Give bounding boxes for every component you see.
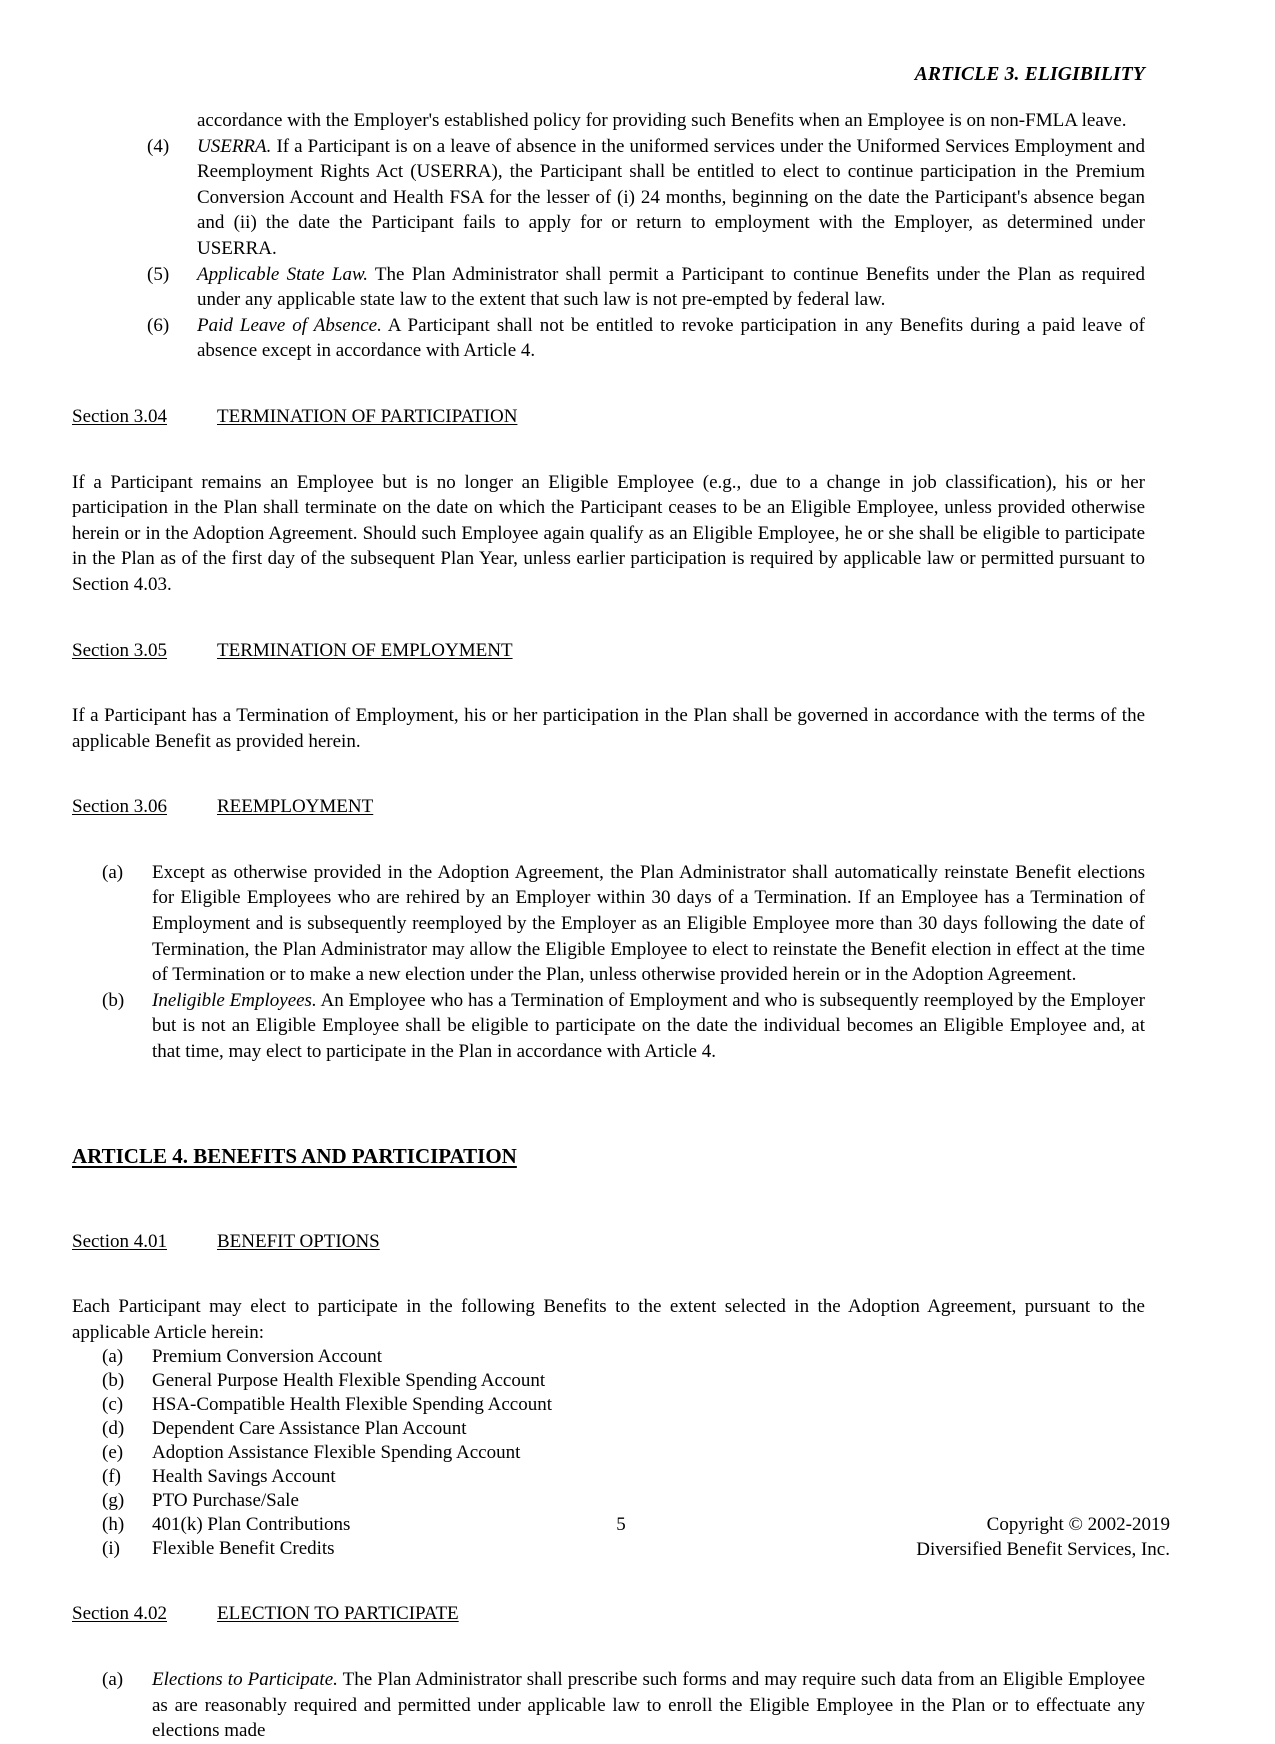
list-item-lead: USERRA. xyxy=(197,135,272,157)
list-item-body: A Participant shall not be entitled to revoke participation in any Benefits during a paid leave of absence except in accordance with Article 4. xyxy=(197,314,1145,362)
benefit-option-label: Adoption Assistance Flexible Spending Account xyxy=(152,1442,521,1464)
spacer xyxy=(72,1627,1145,1667)
section-number: Section 3.05 xyxy=(72,639,167,661)
benefit-option-label: General Purpose Health Flexible Spending Account xyxy=(152,1370,546,1392)
list-item xyxy=(72,134,1145,262)
section-3-05-paragraph: If a Participant has a Termination of Employment, his or her participation in the Plan shall be governed in accordance with the terms of the applicable Benefit as provided herein. xyxy=(72,705,1145,752)
spacer xyxy=(72,1169,1145,1229)
article-4-heading: ARTICLE 4. BENEFITS AND PARTICIPATION xyxy=(72,1143,517,1168)
page-number: 5 xyxy=(616,1514,626,1535)
list-item xyxy=(72,262,1145,313)
list-marker: (i) xyxy=(102,1538,120,1560)
list-marker: (b) xyxy=(102,1370,125,1392)
benefit-option-item xyxy=(72,1465,1145,1489)
section-4-01-intro: Each Participant may elect to participate in the following Benefits to the extent selected in the Adoption Agreement, pursuant to the applicable Article herein: xyxy=(72,1296,1145,1343)
section-title: TERMINATION OF PARTICIPATION xyxy=(217,405,518,427)
benefit-option-item xyxy=(72,1417,1145,1441)
copyright-line-1: Copyright © 2002-2019 xyxy=(986,1514,1170,1535)
list-item-text xyxy=(197,313,1145,364)
list-item-text xyxy=(152,988,1145,1065)
list-marker: (h) xyxy=(102,1514,125,1536)
section-heading-4-02 xyxy=(72,1601,1145,1627)
section-number: Section 4.01 xyxy=(72,1230,167,1252)
benefit-option-label: Flexible Benefit Credits xyxy=(152,1538,335,1560)
list-item-body: The Plan Administrator shall permit a Participant to continue Benefits under the Plan as required under any applicable state law to the extent that such law is not pre-empted by federal law. xyxy=(197,263,1145,311)
spacer xyxy=(72,820,1145,860)
spacer xyxy=(72,1254,1145,1294)
list-item-body: An Employee who has a Termination of Employment and who is subsequently reemployed by the Employer but is not an Eligible Employee shall be eligible to participate on the date the individual becomes an Eligible Employee and, at that time, may elect to participate in the Plan in accordance with Article 4. xyxy=(152,989,1145,1063)
list-marker: (a) xyxy=(102,1346,124,1368)
list-marker: (a) xyxy=(102,1669,124,1690)
benefit-option-item xyxy=(72,1393,1145,1417)
list-marker: (6) xyxy=(147,314,170,336)
list-item-lead: Paid Leave of Absence. xyxy=(197,314,382,336)
benefit-option-label: PTO Purchase/Sale xyxy=(152,1490,299,1512)
list-marker: (d) xyxy=(102,1418,125,1440)
document-body xyxy=(72,108,1145,1744)
list-item-text xyxy=(197,134,1145,262)
list-marker: (c) xyxy=(102,1394,124,1416)
benefit-option-item xyxy=(72,1369,1145,1393)
spacer xyxy=(72,364,1145,404)
list-item xyxy=(72,988,1145,1065)
section-3-04-paragraph: If a Participant remains an Employee but is no longer an Eligible Employee (e.g., due to a change in job classification), his or her participation in the Plan shall terminate on the date on which the Participant ceases to be an Eligible Employee, unless provided otherwise herein or in the Adoption Agreement. Should such Employee again qualify as an Eligible Employee, he or she shall be eligible to participate in the Plan as of the first day of the subsequent Plan Year, unless earlier participation is required by applicable law or permitted pursuant to Section 4.03. xyxy=(72,471,1145,595)
benefit-option-label: 401(k) Plan Contributions xyxy=(152,1514,351,1536)
list-marker: (e) xyxy=(102,1442,124,1464)
list-item-lead: Applicable State Law. xyxy=(197,263,368,285)
section-title: BENEFIT OPTIONS xyxy=(217,1230,380,1252)
list-item xyxy=(72,1667,1145,1744)
benefit-option-label: Health Savings Account xyxy=(152,1466,336,1488)
list-item-body: The Plan Administrator shall prescribe such forms and may require such data from an Eligible Employee as are reasonably required and permitted under applicable law to enroll the Eligible Employee in the Plan or to effectuate any elections made xyxy=(152,1669,1146,1742)
benefit-option-item xyxy=(72,1345,1145,1369)
list-marker: (a) xyxy=(102,861,124,883)
list-marker: (f) xyxy=(102,1466,121,1488)
list-item-body: If a Participant is on a leave of absence in the uniformed services under the Uniformed Services Employment and Reemployment Rights Act (USERRA), the Participant shall be entitled to elect to continue participation in the Premium Conversion Account and Health FSA for the lesser of (i) 24 months, beginning on the date the Participant's absence began and (ii) the date the Participant fails to apply for or return to employment with the Employer, as determined under USERRA. xyxy=(197,135,1145,259)
list-item xyxy=(72,860,1145,988)
article-4-heading-wrap xyxy=(72,1143,1145,1169)
spacer xyxy=(72,663,1145,703)
section-number: Section 3.04 xyxy=(72,405,167,427)
spacer xyxy=(72,430,1145,470)
benefit-option-label: Dependent Care Assistance Plan Account xyxy=(152,1418,467,1440)
section-heading-3-06 xyxy=(72,794,1145,820)
copyright-line-2: Diversified Benefit Services, Inc. xyxy=(916,1539,1170,1560)
continued-paragraph: accordance with the Employer's established policy for providing such Benefits when an Employee is on non-FMLA leave. xyxy=(197,110,1127,131)
benefit-option-item xyxy=(72,1441,1145,1465)
benefit-option-label: HSA-Compatible Health Flexible Spending Account xyxy=(152,1394,553,1416)
list-item-lead: Elections to Participate. xyxy=(152,1669,338,1690)
section-heading-3-05 xyxy=(72,638,1145,664)
benefit-option-item xyxy=(72,1489,1145,1513)
page-footer xyxy=(72,1512,1170,1562)
benefit-option-label: Premium Conversion Account xyxy=(152,1346,383,1368)
spacer xyxy=(72,598,1145,638)
list-marker: (4) xyxy=(147,135,170,157)
section-heading-3-04 xyxy=(72,404,1145,430)
list-item xyxy=(72,313,1145,364)
list-item-text xyxy=(152,860,1145,988)
spacer xyxy=(72,754,1145,794)
list-item-text xyxy=(152,1667,1145,1744)
running-header: ARTICLE 3. ELIGIBILITY xyxy=(914,64,1145,85)
list-item-text xyxy=(197,262,1145,313)
spacer xyxy=(72,1065,1145,1143)
section-title: TERMINATION OF EMPLOYMENT xyxy=(217,639,513,661)
list-marker: (b) xyxy=(102,989,125,1011)
list-marker: (g) xyxy=(102,1490,125,1512)
section-title: ELECTION TO PARTICIPATE xyxy=(217,1603,459,1625)
list-item-lead: Ineligible Employees. xyxy=(152,989,317,1011)
list-marker: (5) xyxy=(147,263,170,285)
section-number: Section 3.06 xyxy=(72,796,167,818)
section-heading-4-01 xyxy=(72,1229,1145,1255)
section-title: REEMPLOYMENT xyxy=(217,796,374,818)
spacer xyxy=(72,1561,1145,1601)
list-item-body: Except as otherwise provided in the Adoption Agreement, the Plan Administrator shall automatically reinstate Benefit elections for Eligible Employees who are rehired by an Employer within 30 days of a Termination. If an Employee has a Termination of Employment and is subsequently reemployed by the Employer as an Eligible Employee more than 30 days following the date of Termination, the Plan Administrator may allow the Eligible Employee to elect to reinstate the Benefit election in effect at the time of Termination or to make a new election under the Plan, unless otherwise provided herein or in the Adoption Agreement. xyxy=(152,861,1145,986)
section-number: Section 4.02 xyxy=(72,1603,167,1625)
